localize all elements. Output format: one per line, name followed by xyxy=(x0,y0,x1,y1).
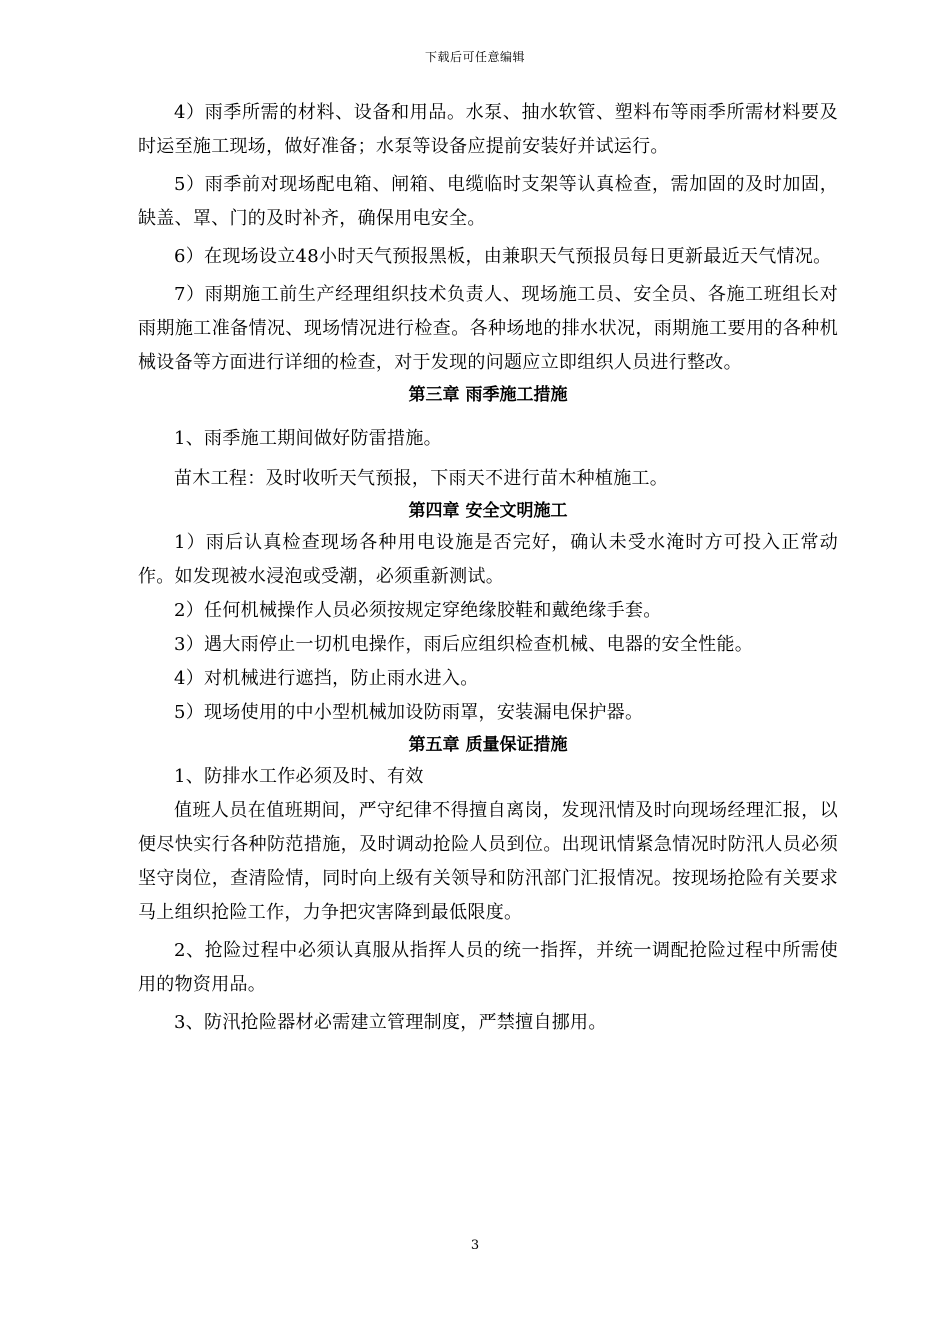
paragraph-equipment-management: 3、防汛抢险器材必需建立管理制度，严禁擅自挪用。 xyxy=(174,1012,607,1033)
paragraph-rescue-command: 2、抢险过程中必须认真服从指挥人员的统一指挥，并统一调配抢险过程中所需使用的物资用品。 xyxy=(138,940,838,995)
paragraph-inspection: 7）雨期施工前生产经理组织技术负责人、现场施工员、安全员、各施工班组长对雨期施工准备情况、现场情况进行检查。各种场地的排水状况，雨期施工要用的各种机械设备等方面进行详细的检查，对于发现的问题应立即组织人员进行整改。 xyxy=(138,284,838,373)
chapter-heading-5: 第五章 质量保证措施 xyxy=(408,735,568,755)
paragraph-weather-board: 6）在现场设立48小时天气预报黑板，由兼职天气预报员每日更新最近天气情况。 xyxy=(174,246,832,267)
paragraph-seedlings: 苗木工程：及时收听天气预报，下雨天不进行苗木种植施工。 xyxy=(174,468,669,489)
paragraph-shielding: 4）对机械进行遮挡，防止雨水进入。 xyxy=(174,668,479,689)
page-header: 下载后可任意编辑 xyxy=(424,50,525,64)
chapter-heading-3: 第三章 雨季施工措施 xyxy=(408,385,568,405)
document-body xyxy=(138,96,838,1040)
paragraph-lightning: 1、雨季施工期间做好防雷措施。 xyxy=(174,428,442,449)
paragraph-heavy-rain: 3）遇大雨停止一切机电操作，雨后应组织检查机械、电器的安全性能。 xyxy=(174,634,754,655)
paragraph-materials: 4）雨季所需的材料、设备和用品。水泵、抽水软管、塑料布等雨季所需材料要及时运至施工现场，做好准备；水泵等设备应提前安装好并试运行。 xyxy=(138,102,838,157)
paragraph-post-rain-check: 1）雨后认真检查现场各种用电设施是否完好，确认未受水淹时方可投入正常动作。如发现被水浸泡或受潮，必须重新测试。 xyxy=(138,532,838,587)
page-number: 3 xyxy=(470,1238,480,1253)
paragraph-rain-cover: 5）现场使用的中小型机械加设防雨罩，安装漏电保护器。 xyxy=(174,702,644,723)
paragraph-electrical-check: 5）雨季前对现场配电箱、闸箱、电缆临时支架等认真检查，需加固的及时加固，缺盖、罩、门的及时补齐，确保用电安全。 xyxy=(138,174,838,229)
paragraph-duty-staff: 值班人员在值班期间，严守纪律不得擅自离岗，发现汛情及时向现场经理汇报，以便尽快实行各种防范措施，及时调动抢险人员到位。出现讯情紧急情况时防汛人员必须坚守岗位，查清险情，同时向上级有关领导和防汛部门汇报情况。按现场抢险有关要求马上组织抢险工作，力争把灾害降到最低限度。 xyxy=(138,800,838,923)
paragraph-drainage: 1、防排水工作必须及时、有效 xyxy=(174,766,424,787)
chapter-heading-4: 第四章 安全文明施工 xyxy=(408,501,568,521)
paragraph-insulation: 2）任何机械操作人员必须按规定穿绝缘胶鞋和戴绝缘手套。 xyxy=(174,600,662,621)
